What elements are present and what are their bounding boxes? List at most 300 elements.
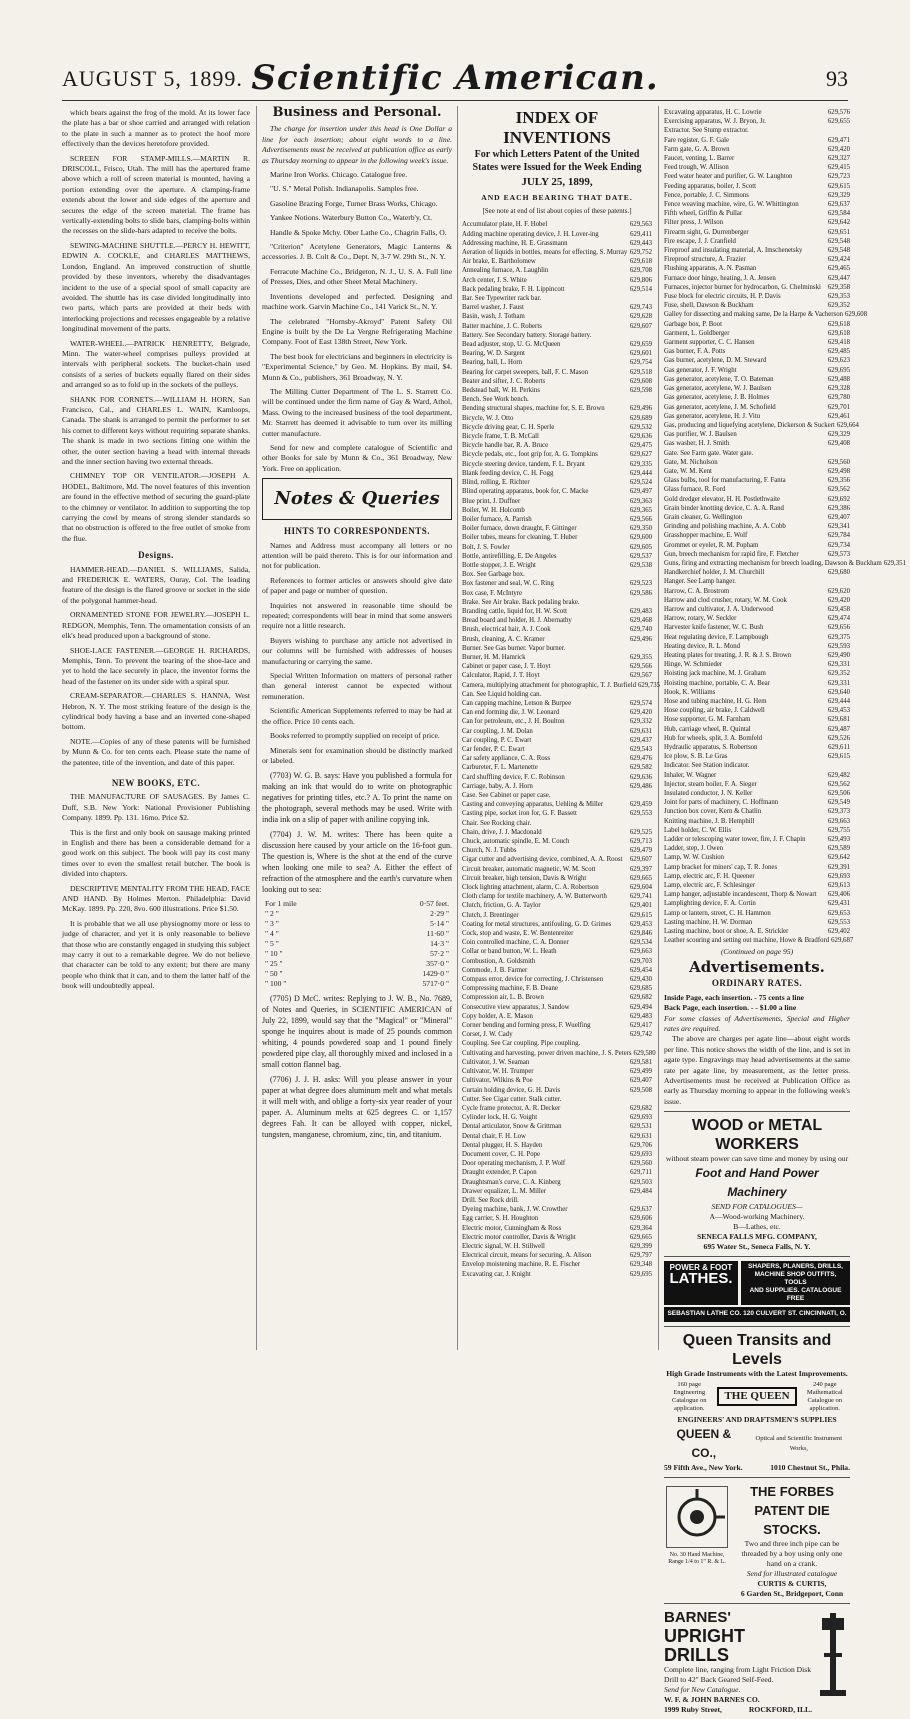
entry-title: Bicycle handle bar, R. A. Bruce: [462, 442, 549, 450]
entry-number: 629,531: [629, 1123, 652, 1131]
entry-title: Insulated conductor, J. N. Keller: [664, 790, 753, 798]
entry-title: Calculator, Rapid, J. T. Hoyt: [462, 672, 540, 680]
entry-title: Gas generator, acetylene, H. J. Vitu: [664, 412, 761, 420]
entry-title: Burner. See Gas burner. Vapor burner.: [462, 644, 566, 652]
entry-title: Bending structural shapes, machine for, S. E. Brown: [462, 405, 605, 413]
index-entry: [462, 1132, 652, 1141]
entry-number: 629,487: [827, 725, 850, 733]
index-entry: [462, 1260, 652, 1269]
ad5-address-1: 1999 Ruby Street,: [664, 1704, 722, 1714]
entry-number: 629,534: [629, 939, 652, 947]
entry-title: Car coupling, J. M. Dolan: [462, 727, 533, 735]
entry-title: Box. See Garbage box.: [462, 571, 525, 579]
entry-number: 629,397: [629, 865, 652, 873]
entry-title: Church, N. J. Tubbs: [462, 847, 517, 855]
entry-title: Aeration of liquids in bottles, means for effecting, S. Murray: [462, 249, 628, 257]
entry-number: 629,329: [827, 191, 850, 199]
index-entry: [462, 947, 652, 956]
entry-title: Garment, L. Goldberger: [664, 329, 730, 337]
index-entry: [664, 734, 850, 743]
entry-title: Combustion, A. Goldsmith: [462, 957, 536, 965]
table-row: [262, 959, 452, 969]
advertisements-heading: Advertisements.: [689, 957, 825, 976]
entry-title: Card shuffling device, F. C. Robinson: [462, 773, 565, 781]
index-entry: [664, 550, 850, 559]
index-entry: [664, 476, 850, 485]
entry-title: Dental plugger, H. S. Hayden: [462, 1141, 543, 1149]
index-entry: [462, 1086, 652, 1095]
table-row: [262, 929, 452, 939]
ad-barnes-drills[interactable]: [664, 1603, 850, 1719]
entry-title: Copy holder, A. E. Mason: [462, 1012, 533, 1020]
index-entry: [462, 800, 652, 809]
entry-title: Fence weaving machine, wire, G. W. Whittington: [664, 201, 799, 209]
index-entry: [462, 1178, 652, 1187]
ad-queen-co[interactable]: [664, 1326, 850, 1477]
page-header: [62, 58, 848, 98]
entry-number: 629,566: [629, 515, 652, 523]
index-entry: [462, 671, 652, 680]
entry-number: 629,352: [827, 302, 850, 310]
ad1-send: SEND FOR CATALOGUES—: [711, 1202, 803, 1212]
index-entry: [462, 653, 652, 662]
index-entry: [664, 495, 850, 504]
entry-title: Glass bulbs, tool for manufacturing, F. Fanta: [664, 477, 786, 485]
index-entry: [462, 901, 652, 910]
curvature-cell: 14·3 ": [430, 939, 449, 949]
index-entry: [462, 368, 652, 377]
index-entry: [462, 1030, 652, 1039]
patent-paragraph: which bears against the frog of the mold. At its lower face the plate has a bar or shoe carried and arranged with relation to the plate in such a manner as to protect the hoof more effectively than the devices heretofore provided.: [62, 108, 250, 149]
index-entry: [462, 681, 661, 690]
entry-title: Document cover, C. H. Pope: [462, 1150, 541, 1158]
index-entry: [462, 1021, 652, 1030]
entry-number: 629,499: [629, 1068, 652, 1076]
entry-title: Inhaler, W. Wagner: [664, 771, 717, 779]
rate-inside: Inside Page, each insertion. - 75 cents a line: [664, 992, 805, 1002]
entry-number: 629,493: [827, 836, 850, 844]
table-row: [262, 949, 452, 959]
index-entry: [664, 853, 850, 862]
index-entry: [462, 865, 652, 874]
entry-title: Furnace door hinge, heating, J. A. Jensen: [664, 274, 776, 282]
entry-number: 629,418: [827, 339, 850, 347]
entry-title: Boiler furnace, A. Parrish: [462, 515, 532, 523]
index-entry: [664, 172, 850, 181]
index-entry: [462, 1242, 652, 1251]
entry-number: 629,437: [629, 736, 652, 744]
entry-number: 629,601: [629, 350, 652, 358]
index-entry: [462, 294, 652, 303]
entry-title: Faucet, venting, L. Barrer: [664, 155, 735, 163]
entry-number: 629,631: [629, 727, 652, 735]
index-entry: [664, 274, 850, 283]
patent-descriptions: [62, 108, 250, 544]
index-entry: [462, 497, 652, 506]
design-paragraph: NOTE.—Copies of any of these patents will be furnished by Munn & Co. for ten cents each. Please state the name of the patentee, title of the invention, and date of this paper.: [62, 736, 250, 767]
index-entry: [462, 754, 652, 763]
index-entry: [462, 763, 652, 772]
entry-title: Extractor. See Stump extractor.: [664, 127, 749, 135]
index-entry: [462, 1104, 652, 1113]
entry-title: Bicycle frame, T. B. McCall: [462, 433, 539, 441]
entry-title: Hoisting machine, portable, C. A. Bear: [664, 679, 770, 687]
index-entry: [664, 449, 850, 458]
entry-title: Bottle stopper, J. E. Wright: [462, 561, 536, 569]
entry-number: 629,549: [827, 799, 850, 807]
entry-title: Chain, drive, J. J. Macdonald: [462, 828, 542, 836]
entry-number: 629,471: [827, 136, 850, 144]
entry-number: 629,576: [827, 109, 850, 116]
index-entry: [664, 384, 850, 393]
entry-title: Clock lighting attachment, alarm, C. A. Robertson: [462, 884, 599, 892]
index-entry: [664, 623, 850, 632]
index-entry: [462, 230, 652, 239]
entry-title: Blind, rolling, E. Richter: [462, 479, 530, 487]
index-entry: [462, 708, 652, 717]
entry-number: 629,532: [629, 423, 652, 431]
entry-number: 629,605: [629, 543, 652, 551]
entry-title: Annealing furnace, A. Laughlin: [462, 267, 549, 275]
entry-title: Can capping machine, Letson & Burpee: [462, 699, 572, 707]
entry-number: 629,665: [629, 874, 652, 882]
entry-number: 629,496: [629, 405, 652, 413]
index-title: INDEX OF INVENTIONS: [503, 108, 611, 147]
entry-title: Fuse, shell, Dawson & Buckham: [664, 302, 754, 310]
ad3-supplies: ENGINEERS' AND DRAFTSMEN'S SUPPLIES: [677, 1414, 837, 1424]
index-entry: [462, 966, 652, 975]
entry-title: Cylinder lock, H. G. Voight: [462, 1114, 538, 1122]
index-entries: [462, 220, 661, 1278]
entry-number: 629,406: [827, 891, 850, 899]
entry-title: Hub for wheels, split, J. A. Bomfeld: [664, 734, 763, 742]
entry-title: Casting and conveying apparatus, Uehling & Miller: [462, 801, 604, 809]
ad4-body: Two and three inch pipe can be threaded by a boy using only one hand on a crank.: [741, 1538, 843, 1568]
hints-heading: HINTS TO CORRESPONDENTS.: [284, 526, 430, 537]
index-entry: [462, 349, 652, 358]
ad1-company: SENECA FALLS MFG. COMPANY,: [697, 1232, 817, 1242]
ad-forbes-die-stocks[interactable]: [664, 1477, 850, 1603]
distance-cell: " 4 ": [265, 929, 279, 939]
entry-number: 629,682: [629, 1104, 652, 1112]
entry-number: 629,743: [629, 304, 652, 312]
entry-title: Car fender, P. C. Ewart: [462, 745, 525, 753]
index-entry: [664, 310, 868, 319]
entry-number: 629,628: [629, 313, 652, 321]
entry-title: Junction box cover, Kern & Chatlin: [664, 808, 762, 816]
index-entry: [664, 513, 850, 522]
entry-number: 629,562: [827, 780, 850, 788]
entry-title: Boiler tubes, means for cleaning, T. Huber: [462, 534, 578, 542]
entry-number: 629,566: [629, 663, 652, 671]
entry-title: Firearm sight, G. Durrenberger: [664, 228, 749, 236]
ad5-company: W. F. & JOHN BARNES CO.: [664, 1694, 760, 1704]
entry-title: Electric motor, Cunningham & Ross: [462, 1224, 562, 1232]
entry-number: 629,689: [629, 414, 652, 422]
entry-number: 629,562: [827, 486, 850, 494]
entry-title: Gas generator, acetylene, J. M. Schofield: [664, 403, 776, 411]
distance-cell: " 25 ": [265, 959, 283, 969]
index-entry: [462, 589, 652, 598]
index-entry: [462, 883, 652, 892]
entry-number: 629,341: [827, 523, 850, 531]
entry-number: 629,358: [827, 283, 850, 291]
entry-title: Feed trough, W. Allison: [664, 164, 729, 172]
entry-title: Boiler, W. H. Holcomb: [462, 506, 525, 514]
index-note: [See note at end of list about copies of these patents.]: [482, 207, 632, 215]
index-entry: [664, 789, 850, 798]
index-entry: [664, 209, 850, 218]
entry-number: 629,461: [827, 412, 850, 420]
ad4-company: CURTIS & CURTIS,: [757, 1578, 827, 1588]
entry-number: 629,608: [629, 377, 652, 385]
entry-number: 629,663: [629, 948, 652, 956]
entry-number: 629,351: [883, 559, 906, 567]
index-entry: [462, 837, 652, 846]
queries-list-2: [262, 993, 452, 1140]
entry-title: Clutch, J. Brentinger: [462, 911, 519, 919]
index-entry: [664, 338, 850, 347]
index-entry: [664, 688, 850, 697]
index-entry: [664, 145, 850, 154]
entry-title: Hose supporter, G. M. Farnham: [664, 716, 751, 724]
index-entry: [664, 320, 850, 329]
entry-title: Bar. See Typewriter rack bar.: [462, 295, 542, 303]
index-entry: [462, 579, 652, 588]
index-entry: [664, 108, 850, 117]
entry-title: Garment supporter, C. C. Hansen: [664, 339, 755, 347]
index-entry: [462, 1159, 652, 1168]
entry-title: Cultivator, Wilkins & Poe: [462, 1077, 533, 1085]
entry-number: 629,375: [827, 633, 850, 641]
entry-title: Car coupling, P. C. Ewart: [462, 736, 532, 744]
ad4-number: No. 30 Hand Machine, Range 1/4 to 1" R. & L.: [668, 1551, 726, 1566]
entry-number: 629,659: [629, 341, 652, 349]
index-entry: [462, 533, 652, 542]
entry-title: Leather scouring and setting out machine, Howe & Bradford: [664, 937, 830, 945]
rates-heading: ORDINARY RATES.: [711, 978, 803, 989]
index-entry: [664, 191, 850, 200]
entry-number: 629,331: [827, 679, 850, 687]
entry-number: 629,514: [629, 285, 652, 293]
entry-title: Bearing for carpet sweepers, ball, F. C. Mason: [462, 368, 589, 376]
index-entry: [664, 356, 850, 365]
column-divider: [457, 106, 458, 1350]
index-entry: [664, 651, 850, 660]
entry-number: 629,642: [827, 854, 850, 862]
entry-title: Glass furnace, R. Ford: [664, 486, 726, 494]
entry-number: 629,407: [629, 1077, 652, 1085]
index-entry: [664, 430, 850, 439]
book-paragraph: It is probable that we all use physiognomy more or less to judge of character, and yet it is only reasonable to believe that those who are constantly engaged in studying this subject may carry it out to a remarkable degree. We do not believe that character can be told to any extent; but there are many people who think that it can, and to them the latter half of the book will undoubtedly appeal.: [62, 918, 250, 991]
entry-title: Gate, W. M. Kent: [664, 467, 712, 475]
entry-number: 629,693: [827, 872, 850, 880]
entry-title: Dental articulator, Snow & Grittman: [462, 1123, 562, 1131]
entry-title: Ice plow, S. B. Le Gras: [664, 753, 728, 761]
index-entry: [664, 927, 850, 936]
entry-number: 629,548: [827, 237, 850, 245]
entry-number: 629,623: [827, 357, 850, 365]
entry-title: Grinding and polishing machine, A. A. Cobb: [664, 523, 786, 531]
entry-title: Furnaces, injector burner for hydrocarbon, G. Chelminski: [664, 283, 821, 291]
ad4-address: 6 Garden St., Bridgeport, Conn: [740, 1588, 844, 1598]
hint-paragraph: Scientific American Supplements referred to may be had at the office. Price 10 cents each.: [262, 706, 452, 726]
entry-title: Cock, stop and waste, E. W. Bentenreiter: [462, 930, 574, 938]
index-entry: [664, 568, 850, 577]
entry-number: 629,797: [629, 1252, 652, 1260]
index-entry: [462, 561, 652, 570]
entry-number: 629,553: [629, 810, 652, 818]
curvature-cell: 0·57 feet.: [419, 899, 449, 909]
business-personal-heading: Business and Personal.: [272, 105, 442, 120]
index-entry: [664, 136, 850, 145]
index-subtitle-2: AND EACH BEARING THAT DATE.: [481, 193, 633, 202]
entry-title: Harrow and clod crusher, rotary, W. M. Cook: [664, 596, 787, 604]
entry-number: 629,713: [629, 838, 652, 846]
index-entry: [664, 817, 850, 826]
entry-number: 629,543: [629, 745, 652, 753]
entry-title: Gas generator, acetylene, J. B. Holmes: [664, 394, 770, 402]
index-entry: [664, 771, 850, 780]
entry-number: 629,525: [629, 828, 652, 836]
entry-number: 629,640: [827, 688, 850, 696]
index-entry: [664, 375, 850, 384]
entry-title: Guns, firing and extracting mechanism for breech loading, Dawson & Buckham: [664, 559, 882, 567]
entry-number: 629,653: [827, 909, 850, 917]
index-subtitle: For which Letters Patent of the United States were Issued for the Week Ending: [472, 149, 642, 173]
entry-title: Gas washer, H. J. Smith: [664, 440, 730, 448]
entry-title: Harrow, rotary, W. Seckler: [664, 615, 737, 623]
index-entry: [664, 679, 850, 688]
index-entry: [462, 276, 652, 285]
entry-title: Cabinet or paper case, J. T. Hoyt: [462, 663, 551, 671]
index-entry: [462, 450, 652, 459]
entry-number: 629,417: [629, 1022, 652, 1030]
index-entry: [664, 752, 850, 761]
entry-title: Flushing apparatus, A. N. Pasman: [664, 265, 757, 273]
ad-sebastian-lathe[interactable]: [664, 1256, 850, 1325]
entry-number: 629,498: [827, 467, 850, 475]
index-entry: [664, 577, 850, 586]
entry-number: 629,490: [827, 651, 850, 659]
index-entry: [462, 616, 652, 625]
index-entry: [462, 1214, 652, 1223]
entry-number: 629,681: [827, 716, 850, 724]
entry-number: 629,618: [827, 320, 850, 328]
book-paragraph: This is the first and only book on sausage making printed in English and there has been a considerable demand for a good work on this subject. The book will pay its cost many times over to even the smallest retail butcher. The book is divided into chapters.: [62, 827, 250, 879]
entry-title: Bicycle, W. J. Otto: [462, 414, 514, 422]
business-item: The celebrated "Hornsby-Akroyd" Patent Safety Oil Engine is built by the De La Vergne Refrigerating Machine Company. Foot of East 138th Street, New York.: [262, 316, 452, 347]
entry-title: Joint for parts of machinery, C. Hoffmann: [664, 799, 779, 807]
entry-title: Blank feeding device, C. H. Fogg: [462, 469, 554, 477]
business-items: [262, 170, 452, 474]
entry-number: 629,537: [629, 552, 652, 560]
entry-title: Lamp, electric arc, F. H. Queener: [664, 872, 755, 880]
entry-number: 629,458: [827, 605, 850, 613]
column-1: [62, 108, 250, 1348]
index-entry: [462, 957, 652, 966]
ad1-address: 695 Water St., Seneca Falls, N. Y.: [703, 1242, 811, 1252]
curvature-cell: 11·60 ": [426, 929, 449, 939]
hint-paragraph: Inquiries not answered in reasonable time should be repeated; correspondents will bear in mind that some answers require not a little research.: [262, 600, 452, 631]
index-entry: [664, 669, 850, 678]
notes-queries-banner: Notes & Queries: [262, 478, 452, 520]
ad5-title-2: UPRIGHT DRILLS: [664, 1625, 745, 1665]
index-entry: [462, 570, 652, 579]
index-entry: [664, 826, 850, 835]
distance-cell: " 3 ": [265, 919, 279, 929]
design-paragraph: SHOE-LACE FASTENER.—GEORGE H. RICHARDS, Memphis, Tenn. To prevent the tearing of the shoe-lace and yet to hold the lace securely in place, the inventor forms the head of the fastener on its under side with a spiral spur.: [62, 645, 250, 686]
entry-number: 629,581: [629, 1058, 652, 1066]
index-entry: [664, 264, 850, 273]
ad4-send: Send for illustrated catalogue: [746, 1568, 838, 1578]
index-entry: [462, 1251, 652, 1260]
entry-number: 629,506: [827, 790, 850, 798]
entry-number: 629,664: [836, 421, 859, 429]
entry-number: 629,465: [827, 265, 850, 273]
ad3-company-2: Optical and Scientific Instrument Works,: [755, 1434, 843, 1452]
entry-number: 629,459: [629, 801, 652, 809]
entry-title: Brake. See Air brake. Back pedaling brake.: [462, 598, 580, 606]
issue-date: AUGUST 5, 1899.: [62, 66, 243, 91]
entry-number: 629,754: [629, 359, 652, 367]
patent-paragraph: SCREEN FOR STAMP-MILLS.—MARTIN R. DRISCOLL, Frisco, Utah. The mill has the apertured frame above which a roll of screen material is mounted, having a portion extending over the aperture. A clamping-frame extends about the lower and side edges of the aperture and secures the edge of the screen material. The frame has vertically-extending bolts to slide bars, clamping-bolts within the recesses on the slide-bars adapted to receive the bolts.: [62, 153, 250, 236]
curvature-table: [262, 899, 452, 989]
entry-title: Curtain holding device, G. H. Davis: [462, 1086, 561, 1094]
entry-number: 629,615: [827, 182, 850, 190]
entry-number: 629,420: [827, 596, 850, 604]
index-entry: [462, 855, 652, 864]
entry-number: 629,637: [827, 201, 850, 209]
entry-number: 629,740: [629, 626, 652, 634]
entry-number: 629,518: [629, 368, 652, 376]
entry-number: 629,600: [629, 534, 652, 542]
ad2-left-2: LATHES.: [669, 1269, 733, 1287]
entry-title: Filter press, J. Wilson: [664, 219, 724, 227]
entry-number: 629,420: [827, 145, 850, 153]
designs-list: [62, 565, 250, 768]
new-books-heading: NEW BOOKS, ETC.: [111, 777, 201, 788]
entry-title: Bicycle steering device, tandem, F. L. Bryant: [462, 460, 585, 468]
entry-number: 629,615: [827, 753, 850, 761]
entry-title: Cultivator, J. W. Seaman: [462, 1058, 530, 1066]
index-entry: [462, 727, 652, 736]
book-paragraph: DESCRIPTIVE MENTALITY FROM THE HEAD, FACE AND HAND. By Holmes Merton. Philadelphia: David McKay. 1899. Pp. 220, 8vo. 600 illustrations. Price $1.50.: [62, 883, 250, 914]
index-entry: [462, 635, 652, 644]
business-item: Ferracute Machine Co., Bridgeton, N. J., U. S. A. Full line of Presses, Dies, and other Sheet Metal Machinery.: [262, 266, 452, 287]
index-entry: [664, 807, 850, 816]
index-entry: [462, 1168, 652, 1177]
ad-seneca-falls[interactable]: [664, 1111, 850, 1256]
entry-title: Collar or band button, W. L. Heath: [462, 948, 557, 956]
entry-title: Lasting machine, H. W. Dorman: [664, 918, 753, 926]
entry-number: 629,482: [827, 771, 850, 779]
entry-number: 629,806: [629, 276, 652, 284]
query-paragraph: (7706) J. J. H. asks: Will you please answer in your paper at what degree does aluminum melt and what metals it will melt with, and oblige a forty-six year reader of your paper. A. Aluminum melts at 625 degrees C. or 1,157 degrees Fah. It can be alloyed with copper, nickel, tungsten, manganese, chromium, zinc, tin, and titanium.: [262, 1075, 452, 1140]
entry-number: 629,444: [629, 469, 652, 477]
entry-title: Blue print, J. Duffner: [462, 497, 521, 505]
index-entry: [462, 1187, 652, 1196]
entry-title: Arch center, J. S. White: [462, 276, 527, 284]
index-entry: [462, 404, 652, 413]
entry-number: 629,364: [629, 1224, 652, 1232]
entry-title: Casting pipe, socket iron for, G. F. Bassett: [462, 810, 577, 818]
business-item: Yankee Notions. Waterbury Button Co., Waterb'y, Ct.: [270, 213, 433, 223]
index-entry: [462, 506, 652, 515]
entry-number: 629,711: [630, 1169, 652, 1177]
index-entry: [462, 1039, 652, 1048]
index-entry: [664, 522, 850, 531]
